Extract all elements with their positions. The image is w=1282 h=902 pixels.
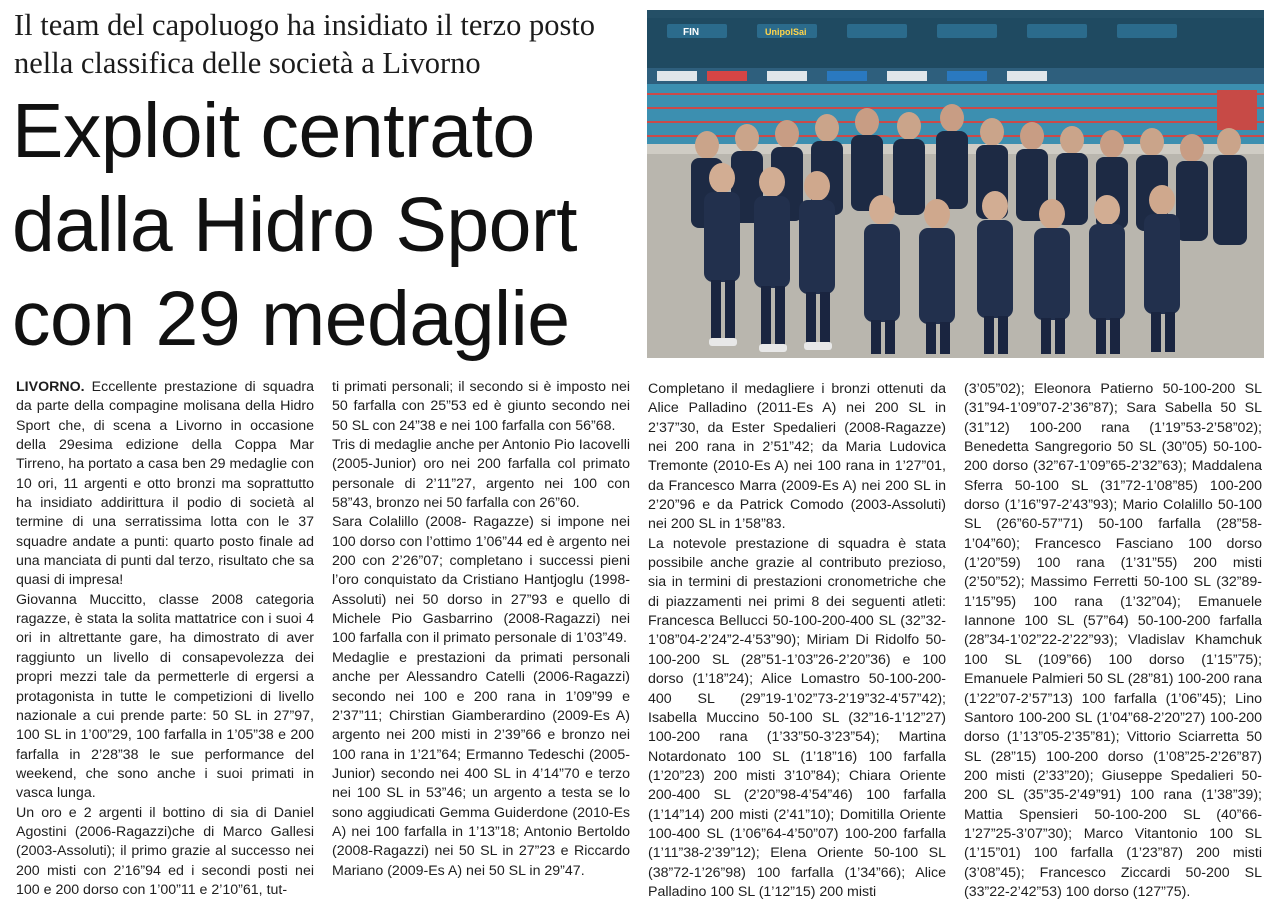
article-paragraph: Giovanna Muccitto, classe 2008 categoria ragazze, è stata la solita mattatrice con i suoi 4 ori in altrettante gare, ha dimostrato di aver raggiunto un livello di consapevolezza dei propri mezzi tale da permetterle di ergersi a protagonista in tutte le competizioni di livello nazionale a cui prende parte: 50 SL in 27”97, 100 SL in 1’00”29, 100 farfalla in 1’05”38 e 200 farfalla in 2’28”38 le sue performance del weekend, che sono anche i suoi primati in vasca lunga.: [16, 591, 314, 802]
team-photo: [647, 10, 1264, 358]
article-paragraph: Medaglie e prestazioni da primati personali anche per Alessandro Catelli (2006-Ragazzi) secondo nei 100 e 200 rana in 1’09”99 e 2’37”11; Chirstian Giamberardino (2009-Es A) argento nei 200 misti in 2’39”66 e bronzo nei 100 rana in 1’21”64; Ermanno Tedeschi (2005-Junior) secondo nei 400 SL in 4’14”70 e terzo nei 100 SL in 53”46; un argento a testa se lo sono aggiudicati Gemma Guiderdone (2010-Es A) nei 100 farfalla in 1’13”18; Antonio Bertoldo (2008-Ragazzi) nei 50 SL in 27”23 e Riccardo Mariano (2009-Es A) nei 50 SL in 29”47.: [332, 649, 630, 879]
article-column-3: [648, 380, 946, 900]
article-paragraph: Un oro e 2 argenti il bottino di sia di Daniel Agostini (2006-Ragazzi)che di Marco Gallesi (2003-Assoluti); il primo grazie al successo nei 200 misti con 2’16”94 ed i secondi posti nei 100 e 200 dorso con 1’00”11 e 2’10”61, tut-: [16, 804, 314, 898]
article-kicker: Il team del capoluogo ha insidiato il terzo posto nella classifica delle società a Livorno: [14, 8, 596, 80]
article-paragraph: Completano il medagliere i bronzi ottenuti da Alice Palladino (2011-Es A) nei 200 SL in 2’37”30, da Ester Spedalieri (2008-Ragazze) nei 200 rana in 2’51”42; da Maria Ludovica Tremonte (2010-Es A) nei 100 rana in 1’27”01, da Francesco Marra (2009-Es A) nei 200 SL in 2’20”96 e da Patrick Comodo (2003-Assoluti) nei 200 SL in 1’58”83.: [648, 381, 946, 533]
article-column-1: [16, 378, 314, 898]
article-dateline: LIVORNO.: [16, 379, 85, 395]
article-paragraph: (3’05”02); Eleonora Patierno 50-100-200 SL (31”94-1’09”07-2’36”87); Sara Sabella 50 SL (31”12) 100-200 rana (1’19”53-2’58”02); Benedetta Sangregorio 50 SL (30”05) 50-100-200 dorso (32”67-1’09”65-2’32”63); Maddalena Sferra 50-100 SL (31”72-1’08”85) 100-200 dorso (1’16”97-2’43”93); Mario Colalillo 50-100 SL (26”60-57”71) 50-100 farfalla (28”58-1’04”60); Francesco Fasciano 100 dorso (1’20”59) 100 rana (1’31”55) 200 misti (2’50”52); Massimo Ferretti 50-100 SL (32”89-1’15”95) 100 rana (1’32”04); Emanuele Iannone 100 SL (57”64) 50-100-200 farfalla (28”34-1’02”22-2’22”93); Vladislav Khamchuk 100 SL (109”66) 100 dorso (1’15”75); Emanuele Palmieri 50 SL (28”81) 100-200 rana (1’22”07-2’57”13) 100 farfalla (1’06”45); Lino Santoro 100-200 SL (1’04”68-2’20”27) 100-200 dorso (1’13”05-2’35”81); Vittorio Sciarretta 50 SL (28”15) 100-200 dorso (1’08”25-2’26”87) 200 misti (2’33”20); Giuseppe Spedalieri 50-200 SL (35”35-2’49”91) 100 rana (1’38”39); Mattia Spensieri 50-100-200 SL (40”66-1’27”25-3’07”30); Marco Vitantonio 100 SL (1’15”01) 100 farfalla (1’23”87) 200 misti (3’08”45); Francesco Ziccardi 50-200 SL (33”22-2’42”53) 100 dorso (127”75).: [964, 381, 1262, 900]
team-photo-illustration: [647, 10, 1264, 358]
article-paragraph: ti primati personali; il secondo si è imposto nei 50 farfalla con 25”53 ed è giunto secondo nei 50 SL con 24”38 e nei 100 farfalla con 56”68.: [332, 379, 630, 434]
article-paragraph-text: Eccellente prestazione di squadra da parte della compagine molisana della Hidro Sport che, di scena a Livorno in occasione della 29esima edizione della Coppa Mar Tirreno, ha portato a casa ben 29 medaglie con 10 ori, 11 argenti e otto bronzi ma soprattutto ha insidiato addirittura il podio di società al termine di una serratissima lotta con le 37 squadre andate a punti: quarto posto finale ad una manciata di punti dal terzo, risultato che sa quasi di impresa!: [16, 379, 314, 589]
article-column-4: [964, 380, 1262, 900]
article-paragraph: La notevole prestazione di squadra è stata possibile anche grazie al contributo prezioso, sia in termini di prestazioni cronometriche che di piazzamenti nei primi 8 dei seguenti atleti: Francesca Bellucci 50-100-200-400 SL (32”32-1’08”04-2’24”2-4’53”90); Miriam Di Ridolfo 50-100-200 SL (28”51-1’03”26-2’20”36) e 100 dorso (1’18”24); Alice Lomastro 50-100-200-400 SL (29”19-1’02”73-2’19”32-4’57”42); Isabella Muccino 50-100 SL (32”16-1’12”27) 100-200 rana (1’33”50-3’23”54); Martina Notardonato 100 SL (1’18”16) 100 farfalla (1’20”23) 200 misti 3’10”84); Chiara Oriente 200-400 SL (2’20”98-4’54”46) 100 farfalla (1’14”14) 200 misti (2’41”10); Domitilla Oriente 100-400 SL (1’06”64-4’50”07) 100-200 farfalla (1’11”38-2’39”12); Elena Oriente 50-100 SL (38”72-1’26”98) 100 farfalla (1’34”66); Alice Palladino 100 SL (1’12”15) 200 misti: [648, 535, 946, 900]
article-column-2: [332, 378, 630, 879]
sponsor-label: UnipolSai: [765, 27, 807, 37]
article-paragraph: Tris di medaglie anche per Antonio Pio Iacovelli (2005-Junior) oro nei 200 farfalla col primato personale di 2’11”27, argento nei 100 con 58”43, bronzo nei 50 farfalla con 26”60.: [332, 437, 630, 512]
article-paragraph: [16, 378, 314, 591]
article-headline: Exploit centrato dalla Hidro Sport con 29 medaglie: [12, 88, 578, 362]
article-paragraph: Sara Colalillo (2008- Ragazze) si impone nei 100 dorso con l’ottimo 1’06”44 ed è argento nei 200 con 2’26”07; completano i successi pieni l’oro conquistato da Cristiano Hantjoglu (1998-Assoluti) nei 50 dorso in 27”93 e quello di Michele Pio Gasbarrino (2008-Ragazzi) nei 100 farfalla con il primato personale di 1’03”49.: [332, 514, 630, 647]
banner-label: FIN: [683, 27, 700, 38]
